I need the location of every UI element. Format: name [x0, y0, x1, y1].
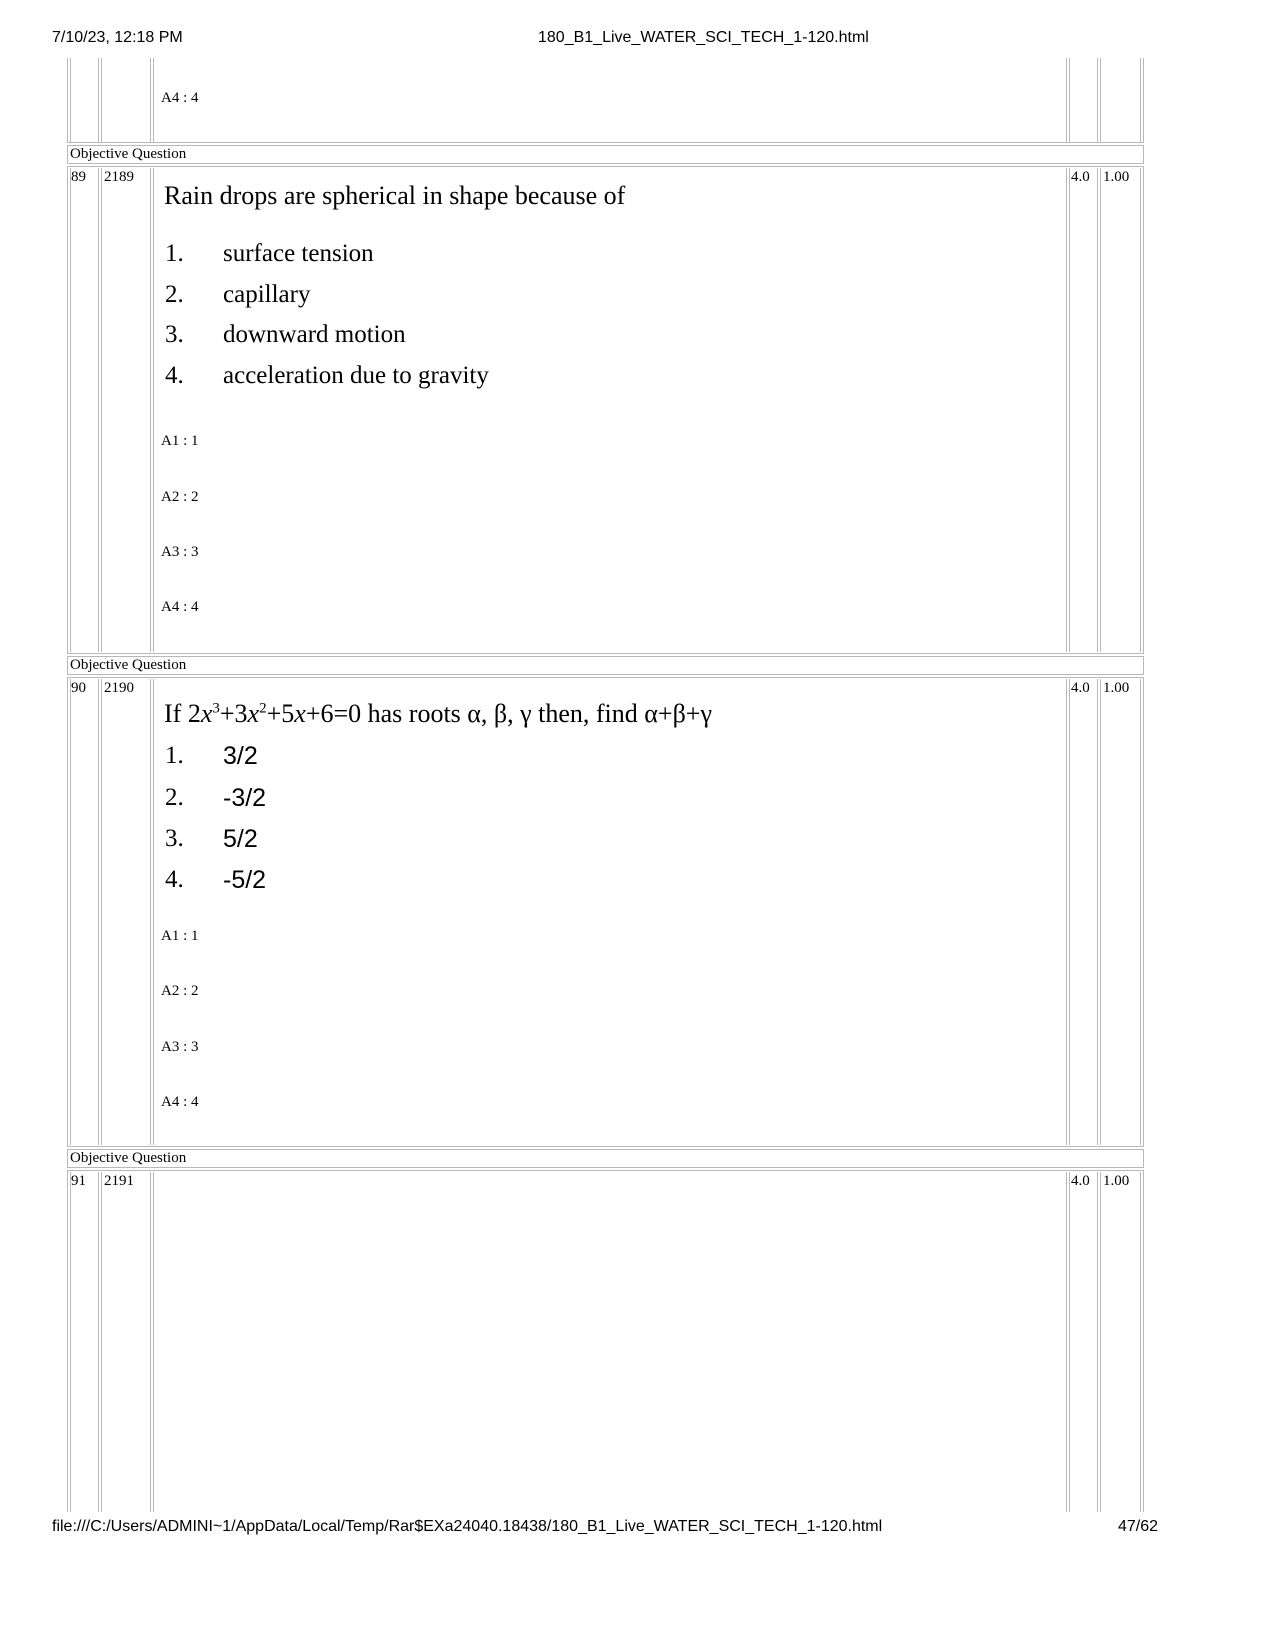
answer-key: A2 : 2 — [161, 983, 199, 999]
eq-if: If — [164, 699, 182, 728]
answer-key: A3 : 3 — [161, 544, 199, 560]
question-equation-text — [164, 699, 712, 729]
question-sno: 90 — [71, 680, 86, 696]
question-id: 2189 — [104, 169, 134, 185]
question-negative-marks: 1.00 — [1103, 169, 1130, 185]
eq-term: +6=0 — [305, 699, 362, 728]
option-text: -3/2 — [223, 784, 267, 812]
question-marks: 4.0 — [1071, 680, 1090, 696]
option-number: 4. — [165, 362, 184, 389]
option-number: 1. — [165, 240, 184, 267]
eq-exponent: 2 — [259, 700, 267, 717]
question-type-label: Objective Question — [70, 146, 187, 162]
eq-term: +3 — [219, 699, 248, 728]
answer-key: A4 : 4 — [161, 1094, 199, 1110]
eq-var: x — [247, 699, 260, 728]
question-type-label: Objective Question — [70, 1150, 187, 1166]
option-number: 2. — [165, 784, 184, 811]
option-text: -5/2 — [223, 866, 267, 894]
option-text: capillary — [223, 281, 311, 308]
answer-key: A4 : 4 — [161, 599, 199, 615]
question-id: 2191 — [104, 1173, 134, 1189]
answer-key: A1 : 1 — [161, 433, 199, 449]
option-number: 3. — [165, 825, 184, 852]
question-marks: 4.0 — [1071, 1173, 1090, 1189]
option-text: acceleration due to gravity — [223, 362, 489, 389]
eq-var: x — [200, 699, 213, 728]
prev-answer-4: A4 : 4 — [161, 90, 199, 106]
answer-key: A3 : 3 — [161, 1039, 199, 1055]
question-negative-marks: 1.00 — [1103, 680, 1130, 696]
print-file-title: 180_B1_Live_WATER_SCI_TECH_1-120.html — [538, 29, 869, 46]
answer-key: A2 : 2 — [161, 489, 199, 505]
eq-coef: 2 — [187, 699, 201, 728]
option-number: 2. — [165, 281, 184, 308]
print-datetime: 7/10/23, 12:18 PM — [52, 29, 183, 46]
option-text: downward motion — [223, 321, 406, 348]
question-marks: 4.0 — [1071, 169, 1090, 185]
eq-exponent: 3 — [212, 700, 220, 717]
question-text: Rain drops are spherical in shape because of — [164, 181, 626, 210]
eq-tail: has roots α, β, γ then, find α+β+γ — [367, 699, 712, 728]
print-page-number: 47/62 — [1118, 1518, 1159, 1535]
answer-key: A1 : 1 — [161, 928, 199, 944]
option-text: surface tension — [223, 240, 374, 267]
print-file-path: file:///C:/Users/ADMINI~1/AppData/Local/Temp/Rar$EXa24040.18438/180_B1_Live_WATER_SCI_TECH_1-120.html — [52, 1518, 883, 1535]
question-sno: 89 — [71, 169, 86, 185]
eq-var: x — [294, 699, 306, 728]
option-number: 4. — [165, 866, 184, 893]
option-text: 5/2 — [223, 825, 258, 853]
question-sno: 91 — [71, 1173, 86, 1189]
question-id: 2190 — [104, 680, 134, 696]
option-number: 1. — [165, 742, 184, 769]
eq-term: +5 — [266, 699, 295, 728]
option-number: 3. — [165, 321, 184, 348]
question-type-label: Objective Question — [70, 657, 187, 673]
question-negative-marks: 1.00 — [1103, 1173, 1130, 1189]
option-text: 3/2 — [223, 742, 258, 770]
